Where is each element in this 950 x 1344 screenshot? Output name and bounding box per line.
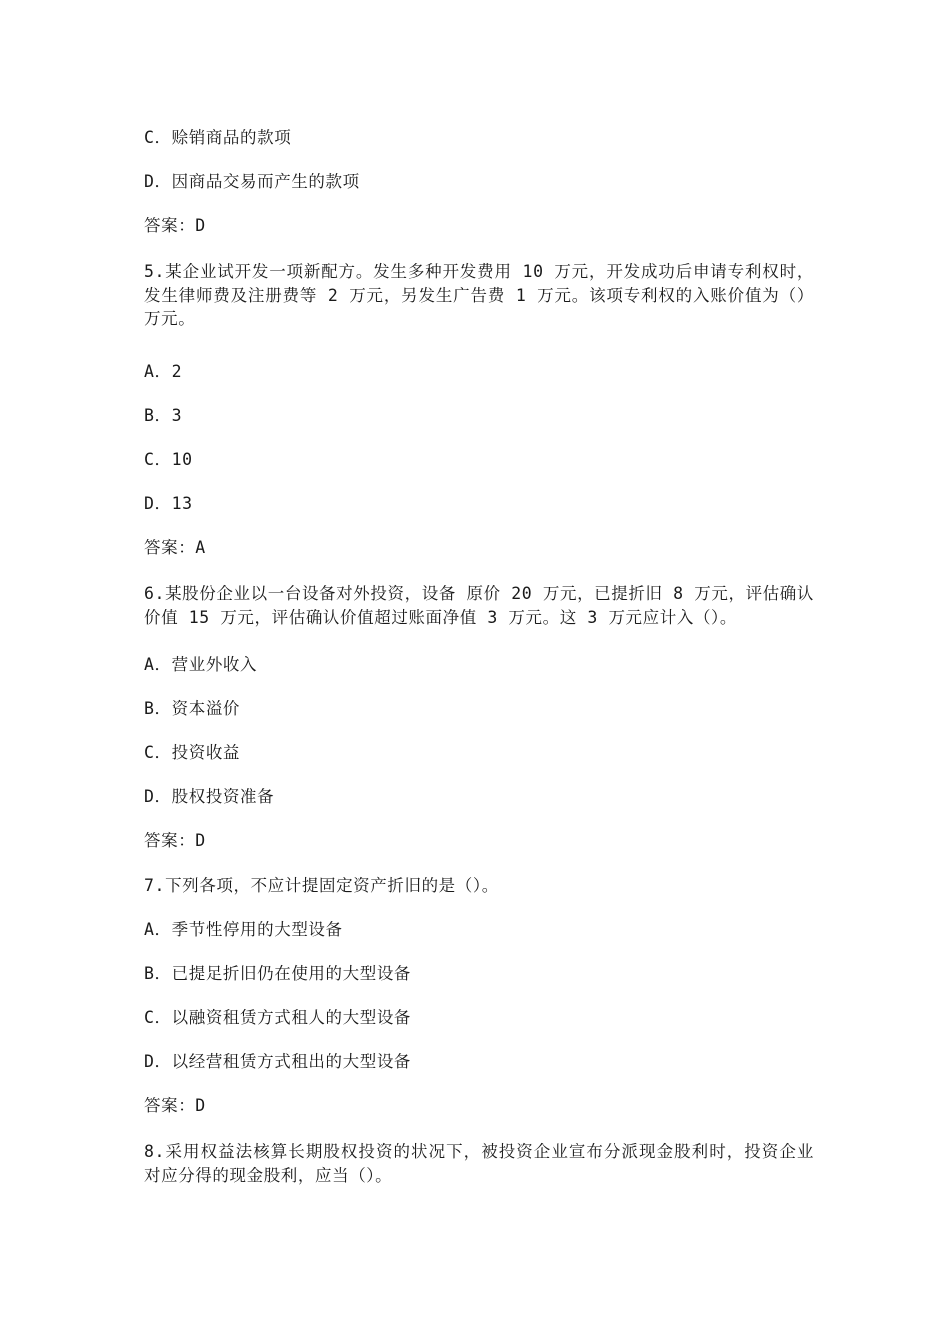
option-a-q7: A．季节性停用的大型设备 — [144, 920, 343, 939]
question-6: 6.某股份企业以一台设备对外投资，设备 原价 20 万元，已提折旧 8 万元，评估确认价值 15 万元，评估确认价值超过账面净值 3 万元。这 3 万元应计入（）。 — [144, 584, 814, 627]
answer-q4: 答案：D — [144, 216, 206, 235]
option-b-q7: B．已提足折旧仍在使用的大型设备 — [144, 964, 412, 983]
question-7: 7.下列各项，不应计提固定资产折旧的是（）。 — [144, 876, 499, 895]
option-b-q5: B．3 — [144, 406, 183, 425]
option-a-q5: A．2 — [144, 362, 183, 381]
question-5: 5.某企业试开发一项新配方。发生多种开发费用 10 万元，开发成功后申请专利权时，发生律师费及注册费等 2 万元，另发生广告费 1 万元。该项专利权的入账价值为（）万元。 — [144, 262, 814, 328]
question-8: 8.采用权益法核算长期股权投资的状况下，被投资企业宣布分派现金股利时，投资企业对应分得的现金股利，应当（）。 — [144, 1142, 814, 1185]
option-c-q4: C．赊销商品的款项 — [144, 128, 292, 147]
option-a-q6: A．营业外收入 — [144, 655, 258, 674]
answer-q6: 答案：D — [144, 831, 206, 850]
answer-q5: 答案：A — [144, 538, 206, 557]
option-b-q6: B．资本溢价 — [144, 699, 241, 718]
option-c-q7: C．以融资租赁方式租人的大型设备 — [144, 1008, 412, 1027]
answer-q7: 答案：D — [144, 1096, 206, 1115]
option-d-q7: D．以经营租赁方式租出的大型设备 — [144, 1052, 412, 1071]
option-c-q6: C．投资收益 — [144, 743, 241, 762]
option-c-q5: C．10 — [144, 450, 193, 469]
option-d-q6: D．股权投资准备 — [144, 787, 275, 806]
option-d-q5: D．13 — [144, 494, 193, 513]
option-d-q4: D．因商品交易而产生的款项 — [144, 172, 360, 191]
